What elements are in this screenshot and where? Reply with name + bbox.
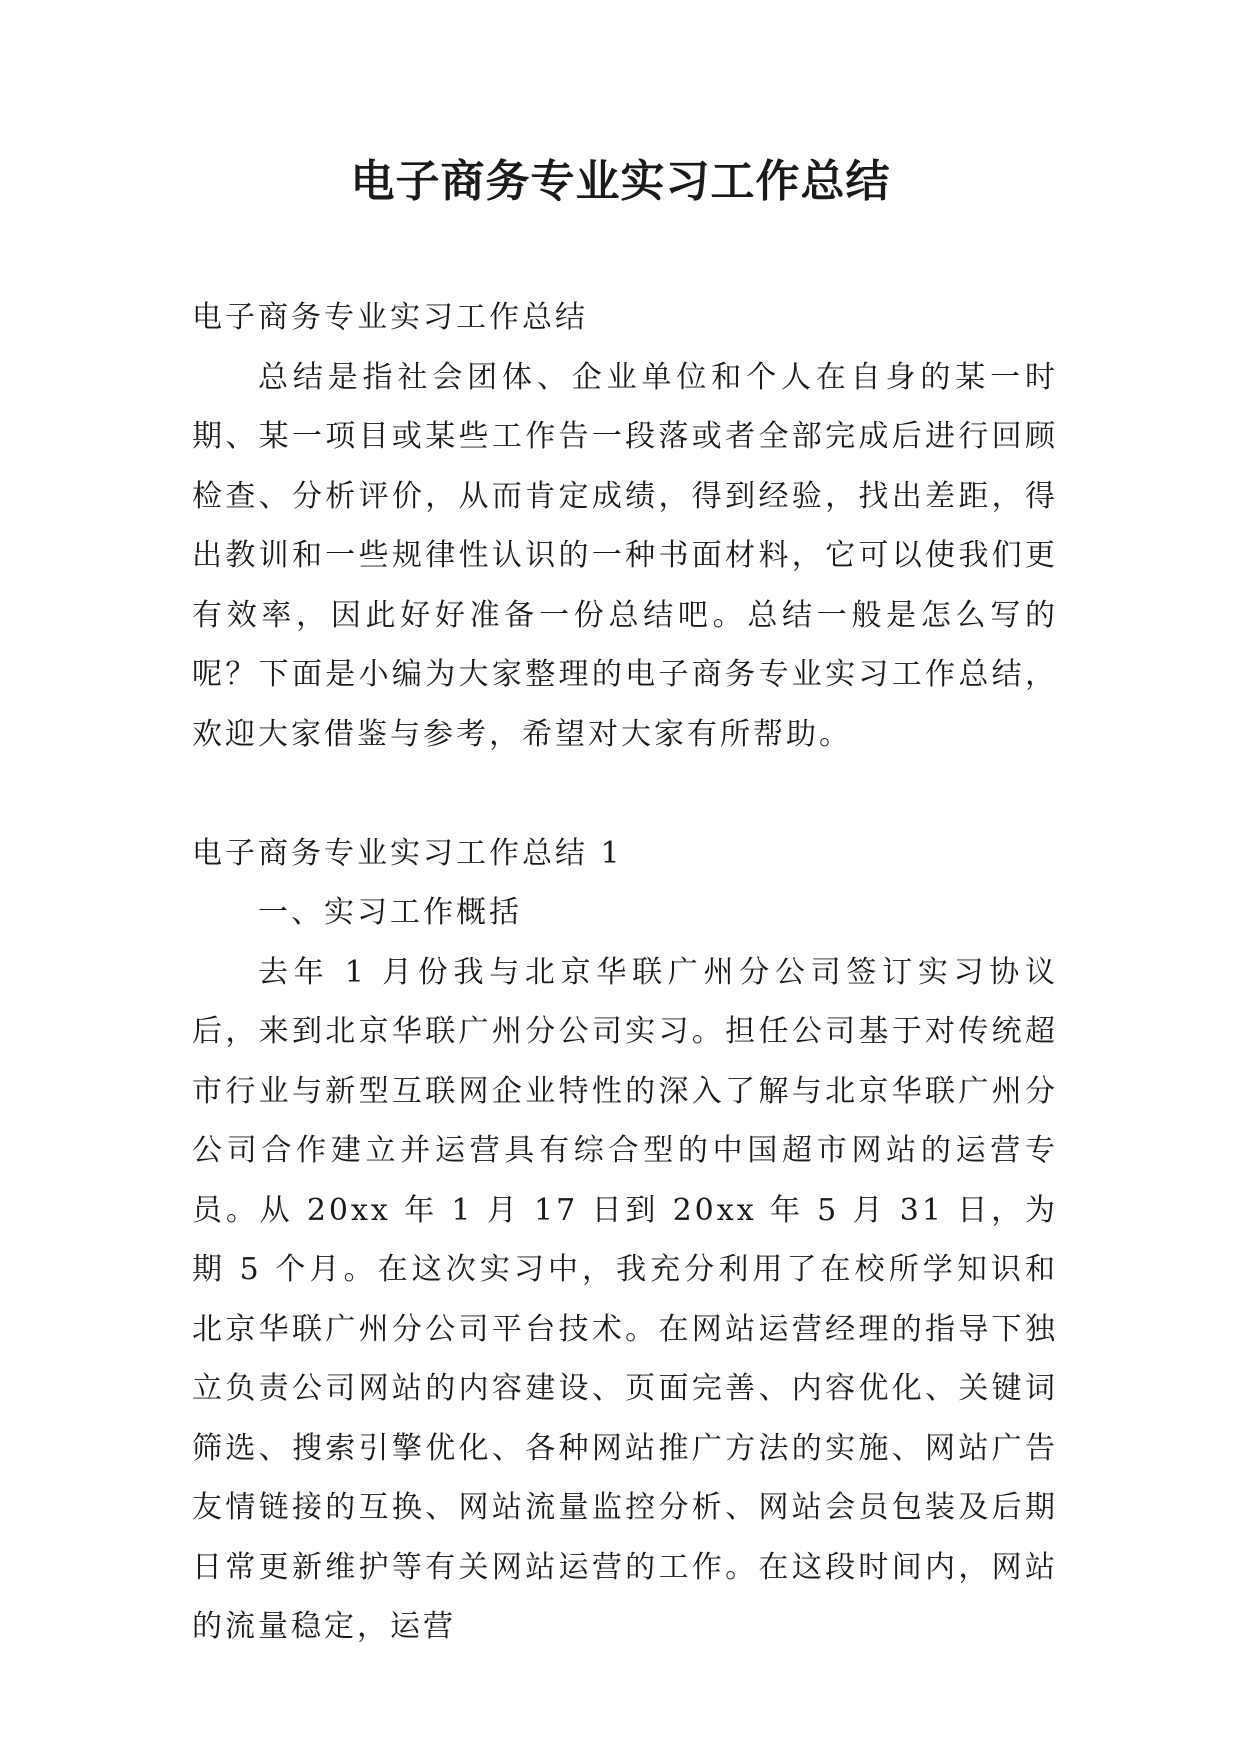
document-title: 电子商务专业实习工作总结 [350,156,891,207]
document-heading: 电子商务专业实习工作总结 [192,300,588,335]
document-body [192,288,1058,1657]
section-title: 电子商务专业实习工作总结 1 [192,835,623,871]
section-subtitle: 一、实习工作概括 [258,895,522,930]
intro-paragraph: 总结是指社会团体、企业单位和个人在自身的某一时期、某一项目或某些工作告一段落或者全部完成后进行回顾检查、分析评价，从而肯定成绩，得到经验，找出差距，得出教训和一些规律性认识的一种书面材料，它可以使我们更有效率，因此好好准备一份总结吧。总结一般是怎么写的呢？下面是小编为大家整理的电子商务专业实习工作总结，欢迎大家借鉴与参考，希望对大家有所帮助。 [192,359,1058,752]
paragraph-spacer [192,764,1058,824]
section-paragraph: 去年 1 月份我与北京华联广州分公司签订实习协议后，来到北京华联广州分公司实习。担任公司基于对传统超市行业与新型互联网企业特性的深入了解与北京华联广州分公司合作建立并运营具有综合型的中国超市网站的运营专员。从 20xx 年 1 月 17 日到 20xx 年 5 月 31 日，为期 5 个月。在这次实习中，我充分利用了在校所学知识和北京华联广州分公司平台技术。在网站运营经理的指导下独立负责公司网站的内容建设、页面完善、内容优化、关键词筛选、搜索引擎优化、各种网站推广方法的实施、网站广告友情链接的互换、网站流量监控分析、网站会员包装及后期日常更新维护等有关网站运营的工作。在这段时间内，网站的流量稳定，运营 [192,954,1058,1644]
